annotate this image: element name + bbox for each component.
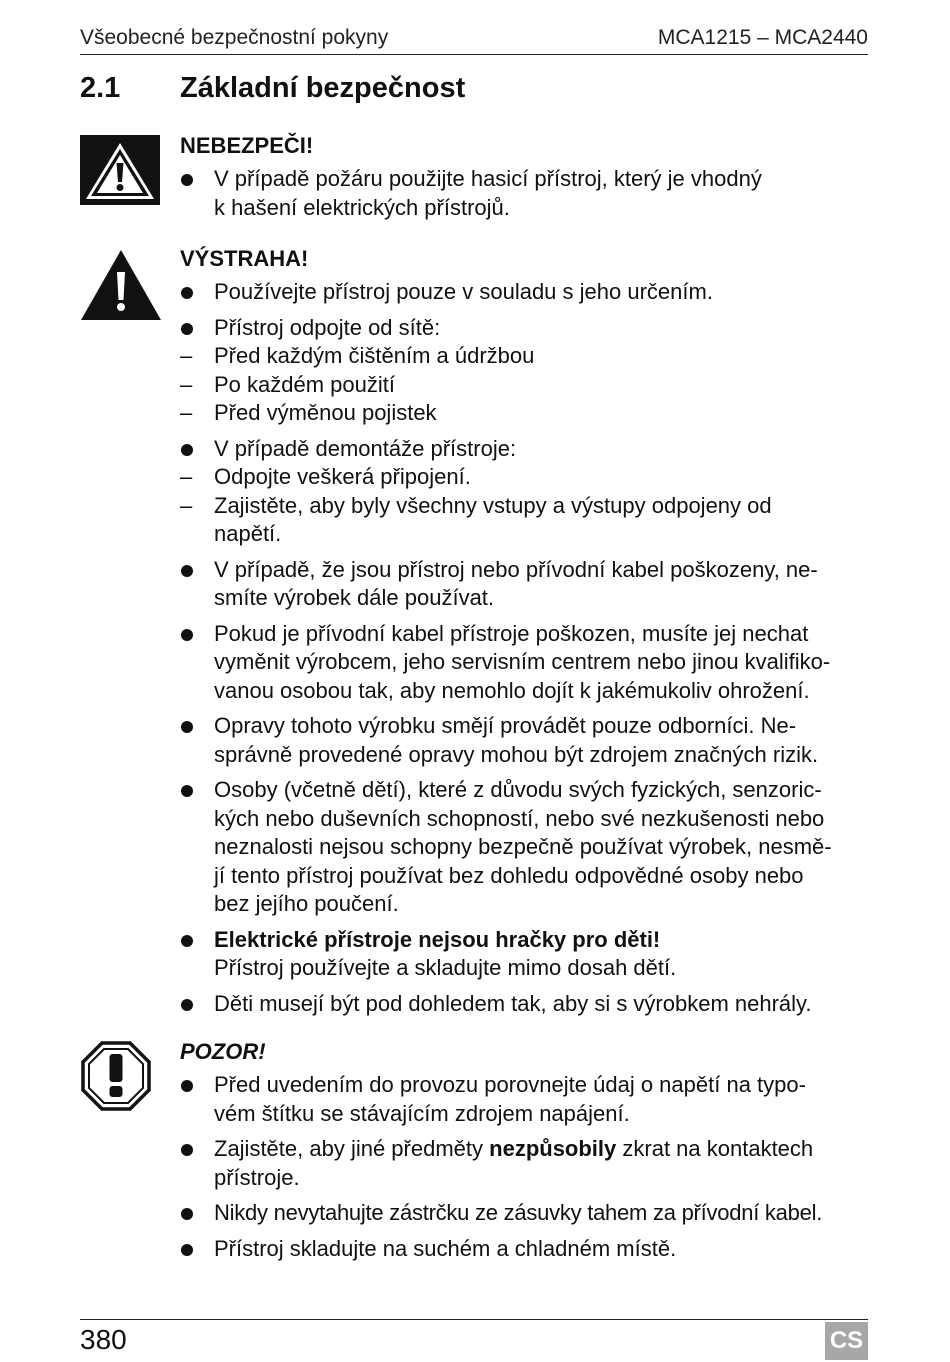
caution-list: [180, 1071, 870, 1263]
list-item: Zajistěte, aby jiné předměty nezpůsobily zkrat na kontaktech přístroje.: [180, 1135, 870, 1192]
list-item: Osoby (včetně dětí), které z důvodu svých fyzických, senzoric- kých nebo duševních schopností, nebo své nezkušenosti nebo neznalosti nejsou schopny bezpečně používat výrobek, nesmě- jí tento přístroj používat bez dohledu odpovědné osoby nebo bez jejího poučení.: [180, 776, 870, 919]
exclamation-octagon-icon: [80, 1040, 152, 1112]
bullet-icon: [181, 444, 193, 456]
bullet-icon: [181, 1208, 193, 1220]
danger-list: [180, 165, 870, 222]
bullet-icon: [181, 721, 193, 733]
list-item: Přístroj odpojte od sítě: – Před každým čištěním a údržbou – Po každém použití – Před výměnou pojistek: [180, 314, 870, 428]
language-badge: CS: [825, 1322, 868, 1360]
bullet-icon: [181, 565, 193, 577]
sub-list: [180, 342, 870, 428]
bullet-icon: [181, 1244, 193, 1256]
list-item: Přístroj skladujte na suchém a chladném místě.: [180, 1235, 870, 1264]
warning-triangle-framed-icon: [80, 135, 160, 205]
sub-list: [180, 463, 870, 549]
list-item: Opravy tohoto výrobku smějí provádět pouze odborníci. Ne- správně provedené opravy mohou být zdrojem značných rizik.: [180, 712, 870, 769]
section-number: 2.1: [80, 72, 121, 104]
sub-list-item: – Před výměnou pojistek: [180, 400, 437, 425]
bullet-icon: [181, 629, 193, 641]
sub-list-item: – Po každém použití: [180, 371, 395, 397]
header-model-range: MCA1215 – MCA2440: [657, 26, 868, 49]
sub-list-item: – Zajistěte, aby byly všechny vstupy a výstupy odpojeny od napětí.: [180, 492, 772, 546]
sub-list-item: – Odpojte veškerá připojení.: [180, 464, 471, 489]
section-heading: [80, 72, 465, 105]
list-item: V případě demontáže přístroje: – Odpojte veškerá připojení. – Zajistěte, aby byly všechny vstupy a výstupy odpojeny od napětí.: [180, 435, 870, 549]
page-header: [80, 26, 868, 55]
list-item: Pokud je přívodní kabel přístroje poškozen, musíte jej nechat vyměnit výrobcem, jeho servisním centrem nebo jinou kvalifiko- vanou osobou tak, aby nemohlo dojít k jakémukoliv ohrožení.: [180, 620, 870, 706]
bullet-icon: [181, 999, 193, 1011]
list-item: V případě požáru použijte hasicí přístroj, který je vhodný k hašení elektrických přístrojů.: [180, 165, 870, 222]
list-item: Elektrické přístroje nejsou hračky pro děti! Přístroj používejte a skladujte mimo dosah dětí.: [180, 926, 870, 983]
footer-divider: [80, 1319, 868, 1320]
sub-list-item: – Před každým čištěním a údržbou: [180, 343, 535, 368]
page-number: 380: [80, 1324, 127, 1355]
list-item: Děti musejí být pod dohledem tak, aby si s výrobkem nehrály.: [180, 990, 870, 1019]
warning-list: [180, 278, 870, 1018]
bullet-icon: [181, 785, 193, 797]
bullet-icon: [181, 1080, 193, 1092]
caution-label: POZOR!: [180, 1039, 266, 1064]
danger-label: NEBEZPEČI!: [180, 133, 314, 158]
warning-label: VÝSTRAHA!: [180, 246, 309, 271]
list-item: Používejte přístroj pouze v souladu s jeho určením.: [180, 278, 870, 307]
section-title: Základní bezpečnost: [180, 72, 466, 104]
warning-triangle-icon: [80, 248, 162, 321]
bullet-icon: [181, 174, 193, 186]
bullet-icon: [181, 323, 193, 335]
list-item: V případě, že jsou přístroj nebo přívodní kabel poškozeny, ne- smíte výrobek dále používat.: [180, 556, 870, 613]
bullet-icon: [181, 935, 193, 947]
list-item: Před uvedením do provozu porovnejte údaj o napětí na typo- vém štítku se stávajícím zdrojem napájení.: [180, 1071, 870, 1128]
bullet-icon: [181, 1144, 193, 1156]
bullet-icon: [181, 287, 193, 299]
list-item: Nikdy nevytahujte zástrčku ze zásuvky tahem za přívodní kabel.: [180, 1199, 870, 1228]
header-chapter-title: Všeobecné bezpečnostní pokyny: [80, 26, 389, 49]
